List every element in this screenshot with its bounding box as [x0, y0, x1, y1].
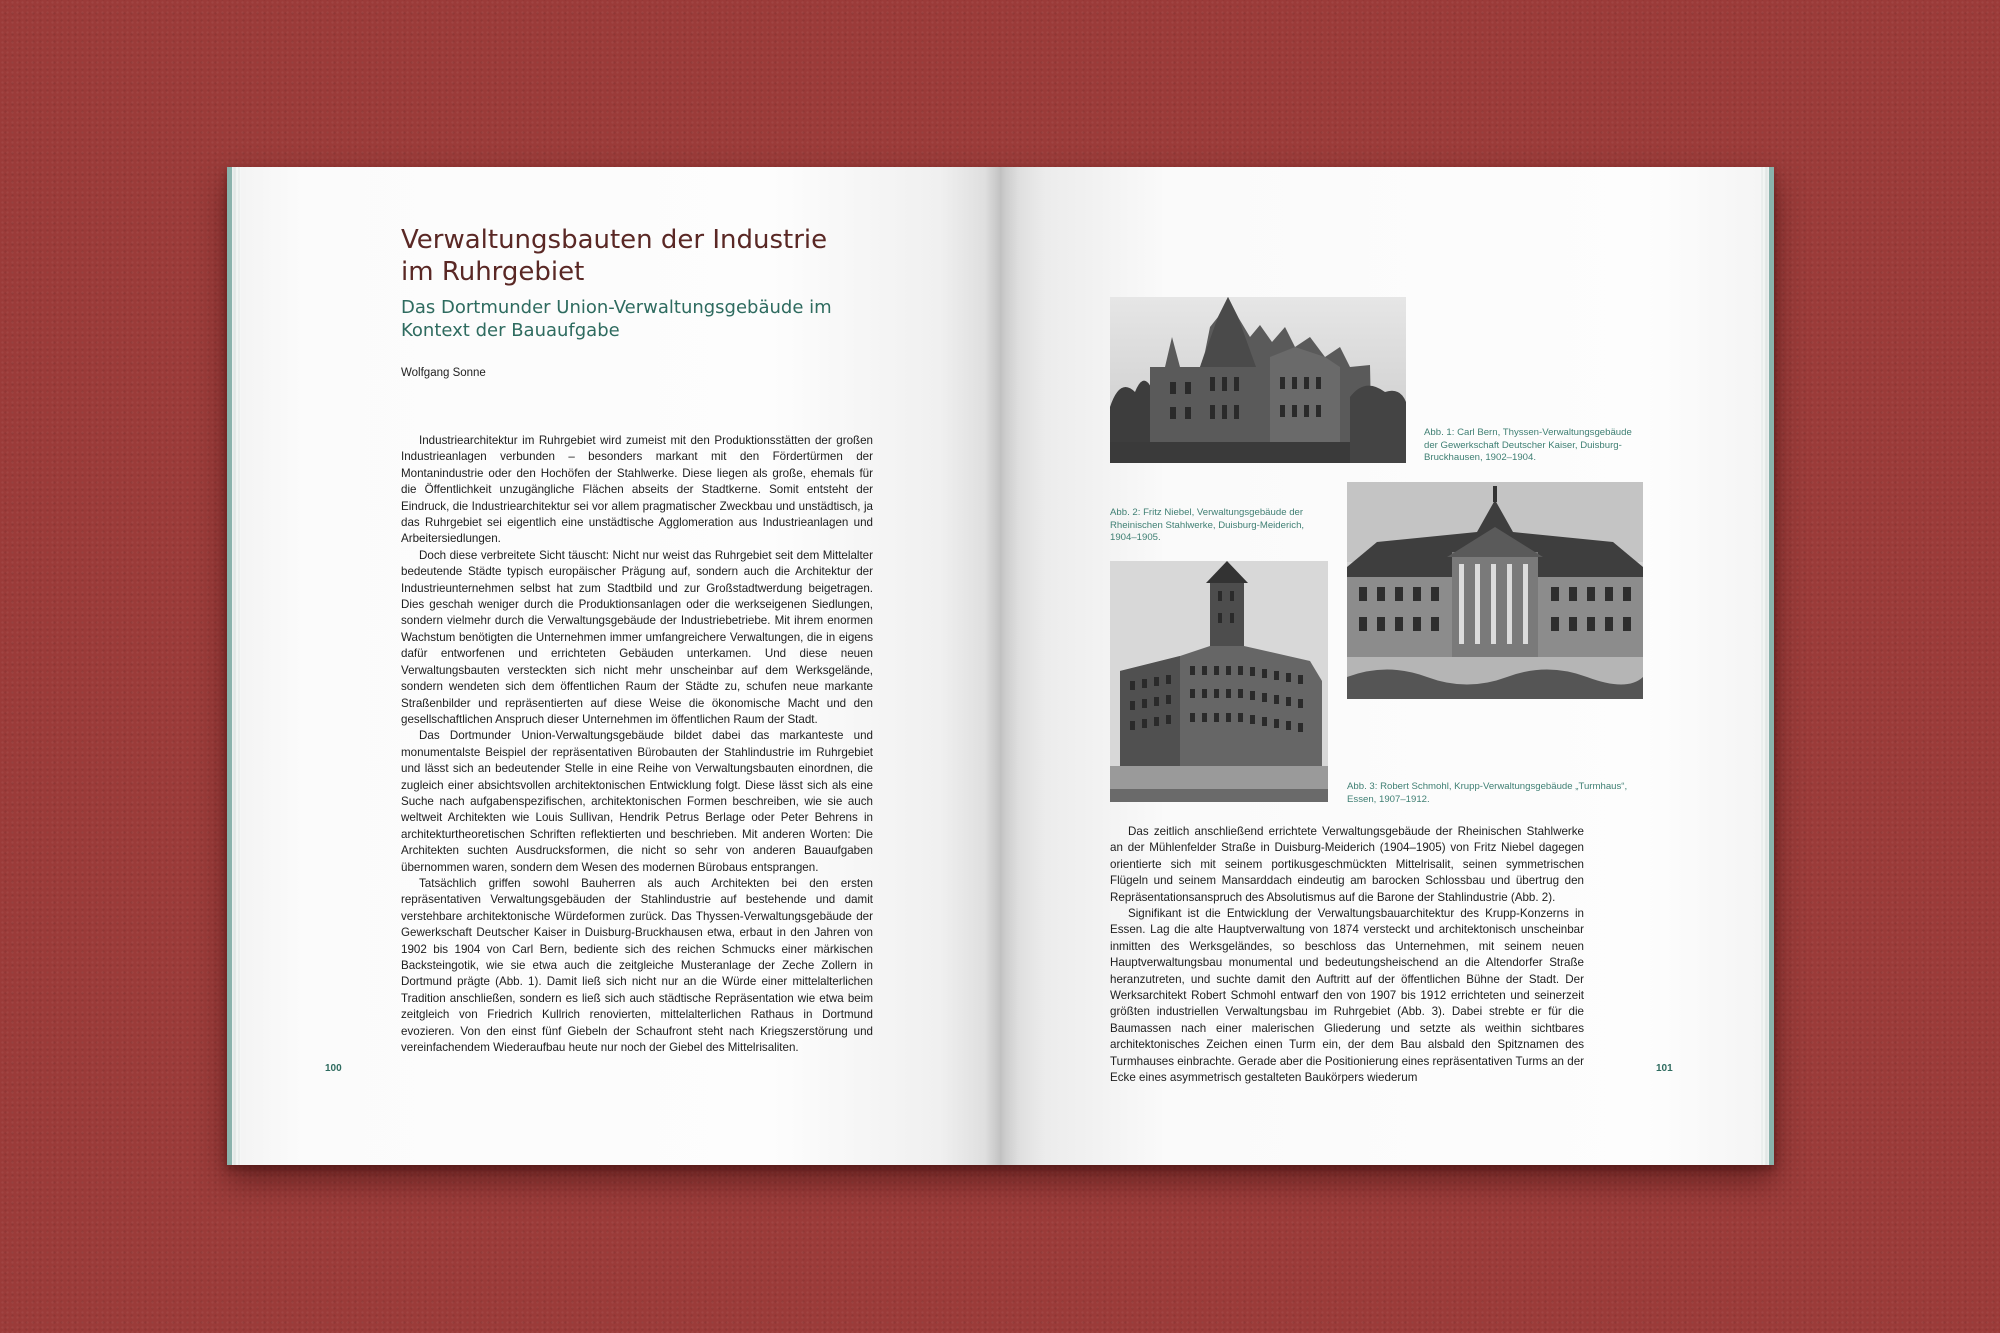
page-edges-right — [1760, 167, 1774, 1165]
page-number-right: 101 — [1656, 1063, 1673, 1074]
chapter-title — [401, 224, 921, 288]
left-body-text — [401, 433, 873, 1105]
right-body-text — [1110, 824, 1584, 1104]
paragraph: Das Dortmunder Union-Verwaltungsgebäude bildet dabei das markanteste und monumentalste Beispiel der repräsentativen Bürobauten der Stahlindustrie im Ruhrgebiet und lässt sich an bedeutender Stelle in eine Reihe von Verwaltungsbauten einordnen, die zugleich einer absichtsvollen architektonischen Entwicklung folgt. Diese lässt sich als eine Suche nach aufgabenspezifischen, architektonischen Formen beschreiben, wie sie auch weltweit Architekten wie Louis Sullivan, Hendrik Petrus Berlage oder Peter Behrens in architekturtheoretischen Schriften reflektierten und beschrieben. Mit anderen Worten: Die Architekten suchten Ausdrucksformen, die nicht so sehr von anderen Bauaufgaben übernommen waren, sondern dem Wesen des modernen Bürobaus entsprangen. — [401, 729, 873, 874]
paragraph: Tatsächlich griffen sowohl Bauherren als auch Architekten bei den ersten repräsentativen Verwaltungsgebäuden der Stahlindustrie auf bestehende und damit verstehbare architektonische Würdeformen zurück. Das Thyssen-Verwaltungsgebäude der Gewerkschaft Deutscher Kaiser in Duisburg-Bruckhausen etwa, erbaut in den Jahren von 1902 bis 1904 von Carl Bern, bediente sich des reichen Schmucks einer märkischen Backsteingotik, wie sie etwa auch die zeitgleiche Musteranlage der Zeche Zollern in Dortmund prägte (Abb. 1). Damit ließ sich nicht nur an die Würde einer mittelalterlichen Tradition anschließen, sondern es ließ sich auch städtische Repräsentation wie etwa beim zeitgleich von Friedrich Kullrich renovierten, mittelalterlichen Rathaus in Dortmund evozieren. Von den einst fünf Giebeln der Schaufront steht nach Kriegszerstörung und vereinfachendem Wiederaufbau heute nur noch der Giebel des Mittelrisaliten. — [401, 876, 873, 1055]
paragraph: Doch diese verbreitete Sicht täuscht: Nicht nur weist das Ruhrgebiet seit dem Mittelalter bedeutende Städte typisch europäischer Prägung auf, sondern auch die Architektur der Industrieunternehmen selbst hat zum Stadtbild und zur Großstadtwerdung beigetragen. Dies geschah weniger durch die Produktionsanlagen oder die werkseigenen Siedlungen, sondern vielmehr durch die Verwaltungsgebäude der Industriebetriebe. Mit ihrem enormen Wachstum benötigten die Unternehmen immer umfangreichere Verwaltungen, die in eigens dafür entworfenen und errichteten Gebäuden unterkamen. Und diese neuen Verwaltungsbauten versteckten sich nicht mehr unscheinbar auf dem Werksgelände, sondern wendeten sich dem öffentlichen Raum der Städte zu, schufen neue markante Straßenbilder und repräsentierten auf diese Weise die ökonomische Macht und den gesellschaftlichen Anspruch dieser Unternehmen im öffentlichen Raum der Stadt. — [401, 548, 873, 726]
figure-1-caption: Abb. 1: Carl Bern, Thyssen-Verwaltungsgebäude der Gewerkschaft Deutscher Kaiser, Duisburg-Bruckhausen, 1902–1904. — [1424, 427, 1632, 463]
chapter-subtitle-line-2: Kontext der Bauaufgabe — [401, 320, 620, 341]
author-name: Wolfgang Sonne — [401, 367, 486, 379]
chapter-title-line-1: Verwaltungsbauten der Industrie — [401, 225, 828, 255]
figure-1-photo — [1110, 297, 1406, 463]
page-number-left: 100 — [325, 1063, 342, 1074]
paragraph: Signifikant ist die Entwicklung der Verwaltungsbauarchitektur des Krupp-Konzerns in Essen. Lag die alte Hauptverwaltung von 1874 versteckt und architektonisch unscheinbar inmitten des Werksgeländes, so beschloss das Unternehmen, mit seinem neuen Hauptverwaltungsbau monumental und bedeutungsheischend an die Altendorfer Straße heranzutreten, und suchte damit den Auftritt auf der öffentlichen Bühne der Stadt. Der Werksarchitekt Robert Schmohl entwarf den von 1907 bis 1912 errichteten und seinerzeit größten industriellen Verwaltungsbau im Ruhrgebiet (Abb. 3). Dabei strebte er für die Baumassen nach einer malerischen Gliederung und setzte als weithin sichtbares architektonisches Zeichen einen Turm ein, der dem Bau alsbald den Spitznamen des Turmhauses einbrachte. Gerade aber die Positionierung eines repräsentativen Turms an der Ecke eines asymmetrisch gestalteten Baukörpers wiederum — [1110, 907, 1584, 1085]
chapter-subtitle-line-1: Das Dortmunder Union-Verwaltungsgebäude im — [401, 297, 832, 318]
figure-3-caption: Abb. 3: Robert Schmohl, Krupp-Verwaltungsgebäude „Turmhaus“, Essen, 1907–1912. — [1347, 781, 1628, 805]
paragraph: Das zeitlich anschließend errichtete Verwaltungsgebäude der Rheinischen Stahlwerke an der Mühlenfelder Straße in Duisburg-Meiderich (1904–1905) von Fritz Niebel dagegen orientierte sich mit seinem portikusgeschmückten Mittelrisalit, seinen symmetrischen Flügeln und seinem Mansarddach eindeutig am barocken Schlossbau und übertrug den Repräsentationsanspruch des Absolutismus auf die Barone der Stahlindustrie (Abb. 2). — [1110, 825, 1584, 904]
chapter-subtitle — [401, 296, 921, 342]
paragraph: Industriearchitektur im Ruhrgebiet wird zumeist mit den Produktionsstätten der großen Industrieanlagen verbunden – besonders markant mit den Fördertürmen der Montanindustrie oder den Hochöfen der Stahlwerke. Diese liegen als große, ehemals für die Öffentlichkeit unzugängliche Flächen abseits der Stadtkerne. Somit entsteht der Eindruck, die Industriearchitektur sei vor allem pragmatischer Zweckbau und unstädtisch, ja das Ruhrgebiet sei eigentlich eine unstädtische Agglomeration aus Industrieanlagen und Arbeitersiedlungen. — [401, 434, 873, 546]
figure-2-caption: Abb. 2: Fritz Niebel, Verwaltungsgebäude der Rheinischen Stahlwerke, Duisburg-Meiderich, 1904–1905. — [1110, 507, 1305, 543]
figure-3-photo — [1110, 561, 1328, 802]
figure-2-photo — [1347, 482, 1643, 699]
page-edges-left — [227, 167, 241, 1165]
chapter-title-line-2: im Ruhrgebiet — [401, 257, 585, 287]
